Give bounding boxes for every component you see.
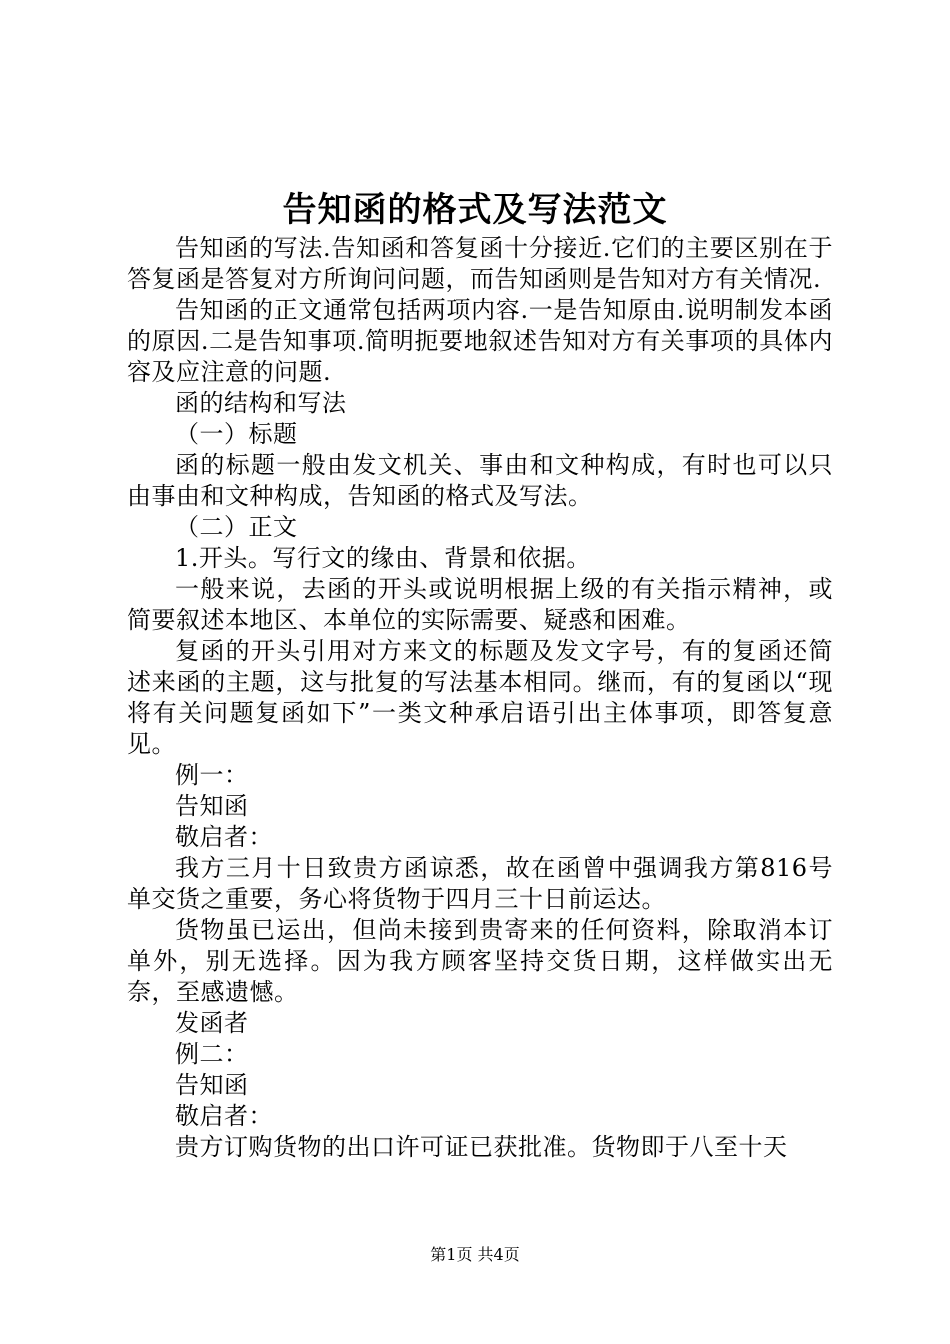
paragraph: 复函的开头引用对方来文的标题及发文字号，有的复函还简述来函的主题，这与批复的写法基本相同。继而，有的复函以“现将有关问题复函如下”一类文种承启语引出主体事项，即答复意见。 (127, 637, 833, 758)
paragraph: 函的标题一般由发文机关、事由和文种构成，有时也可以只由事由和文种构成，告知函的格式及写法。 (127, 451, 833, 510)
paragraph: 货物虽已运出，但尚未接到贵寄来的任何资料，除取消本订单外，别无选择。因为我方顾客坚持交货日期，这样做实出无奈，至感遗憾。 (127, 916, 833, 1006)
section-heading: 函的结构和写法 (175, 389, 347, 417)
page-number: 第1页 共4页 (430, 1245, 520, 1264)
letter-title: 告知函 (175, 792, 249, 820)
letter-title: 告知函 (175, 1071, 249, 1099)
letter-salutation: 敬启者： (175, 823, 273, 851)
example-label: 例二： (175, 1040, 249, 1068)
paragraph: 1.开头。写行文的缘由、背景和依据。 (175, 544, 591, 572)
paragraph: 贵方订购货物的出口许可证已获批准。货物即于八至十天 (175, 1133, 788, 1161)
letter-signature: 发函者 (175, 1009, 249, 1037)
letter-salutation: 敬启者： (175, 1102, 273, 1130)
document-body (127, 233, 833, 1163)
subsection-heading: （二）正文 (175, 513, 298, 541)
paragraph: 告知函的写法.告知函和答复函十分接近.它们的主要区别在于答复函是答复对方所询问问题，而告知函则是告知对方有关情况. (127, 234, 833, 293)
document-title: 告知函的格式及写法范文 (282, 190, 668, 230)
example-label: 例一： (175, 761, 249, 789)
paragraph: 我方三月十日致贵方函谅悉，故在函曾中强调我方第816号单交货之重要，务心将货物于四月三十日前运达。 (127, 854, 833, 913)
subsection-heading: （一）标题 (175, 420, 298, 448)
paragraph: 告知函的正文通常包括两项内容.一是告知原由.说明制发本函的原因.二是告知事项.简明扼要地叙述告知对方有关事项的具体内容及应注意的问题. (127, 296, 833, 386)
paragraph: 一般来说，去函的开头或说明根据上级的有关指示精神，或简要叙述本地区、本单位的实际需要、疑惑和困难。 (127, 575, 833, 634)
